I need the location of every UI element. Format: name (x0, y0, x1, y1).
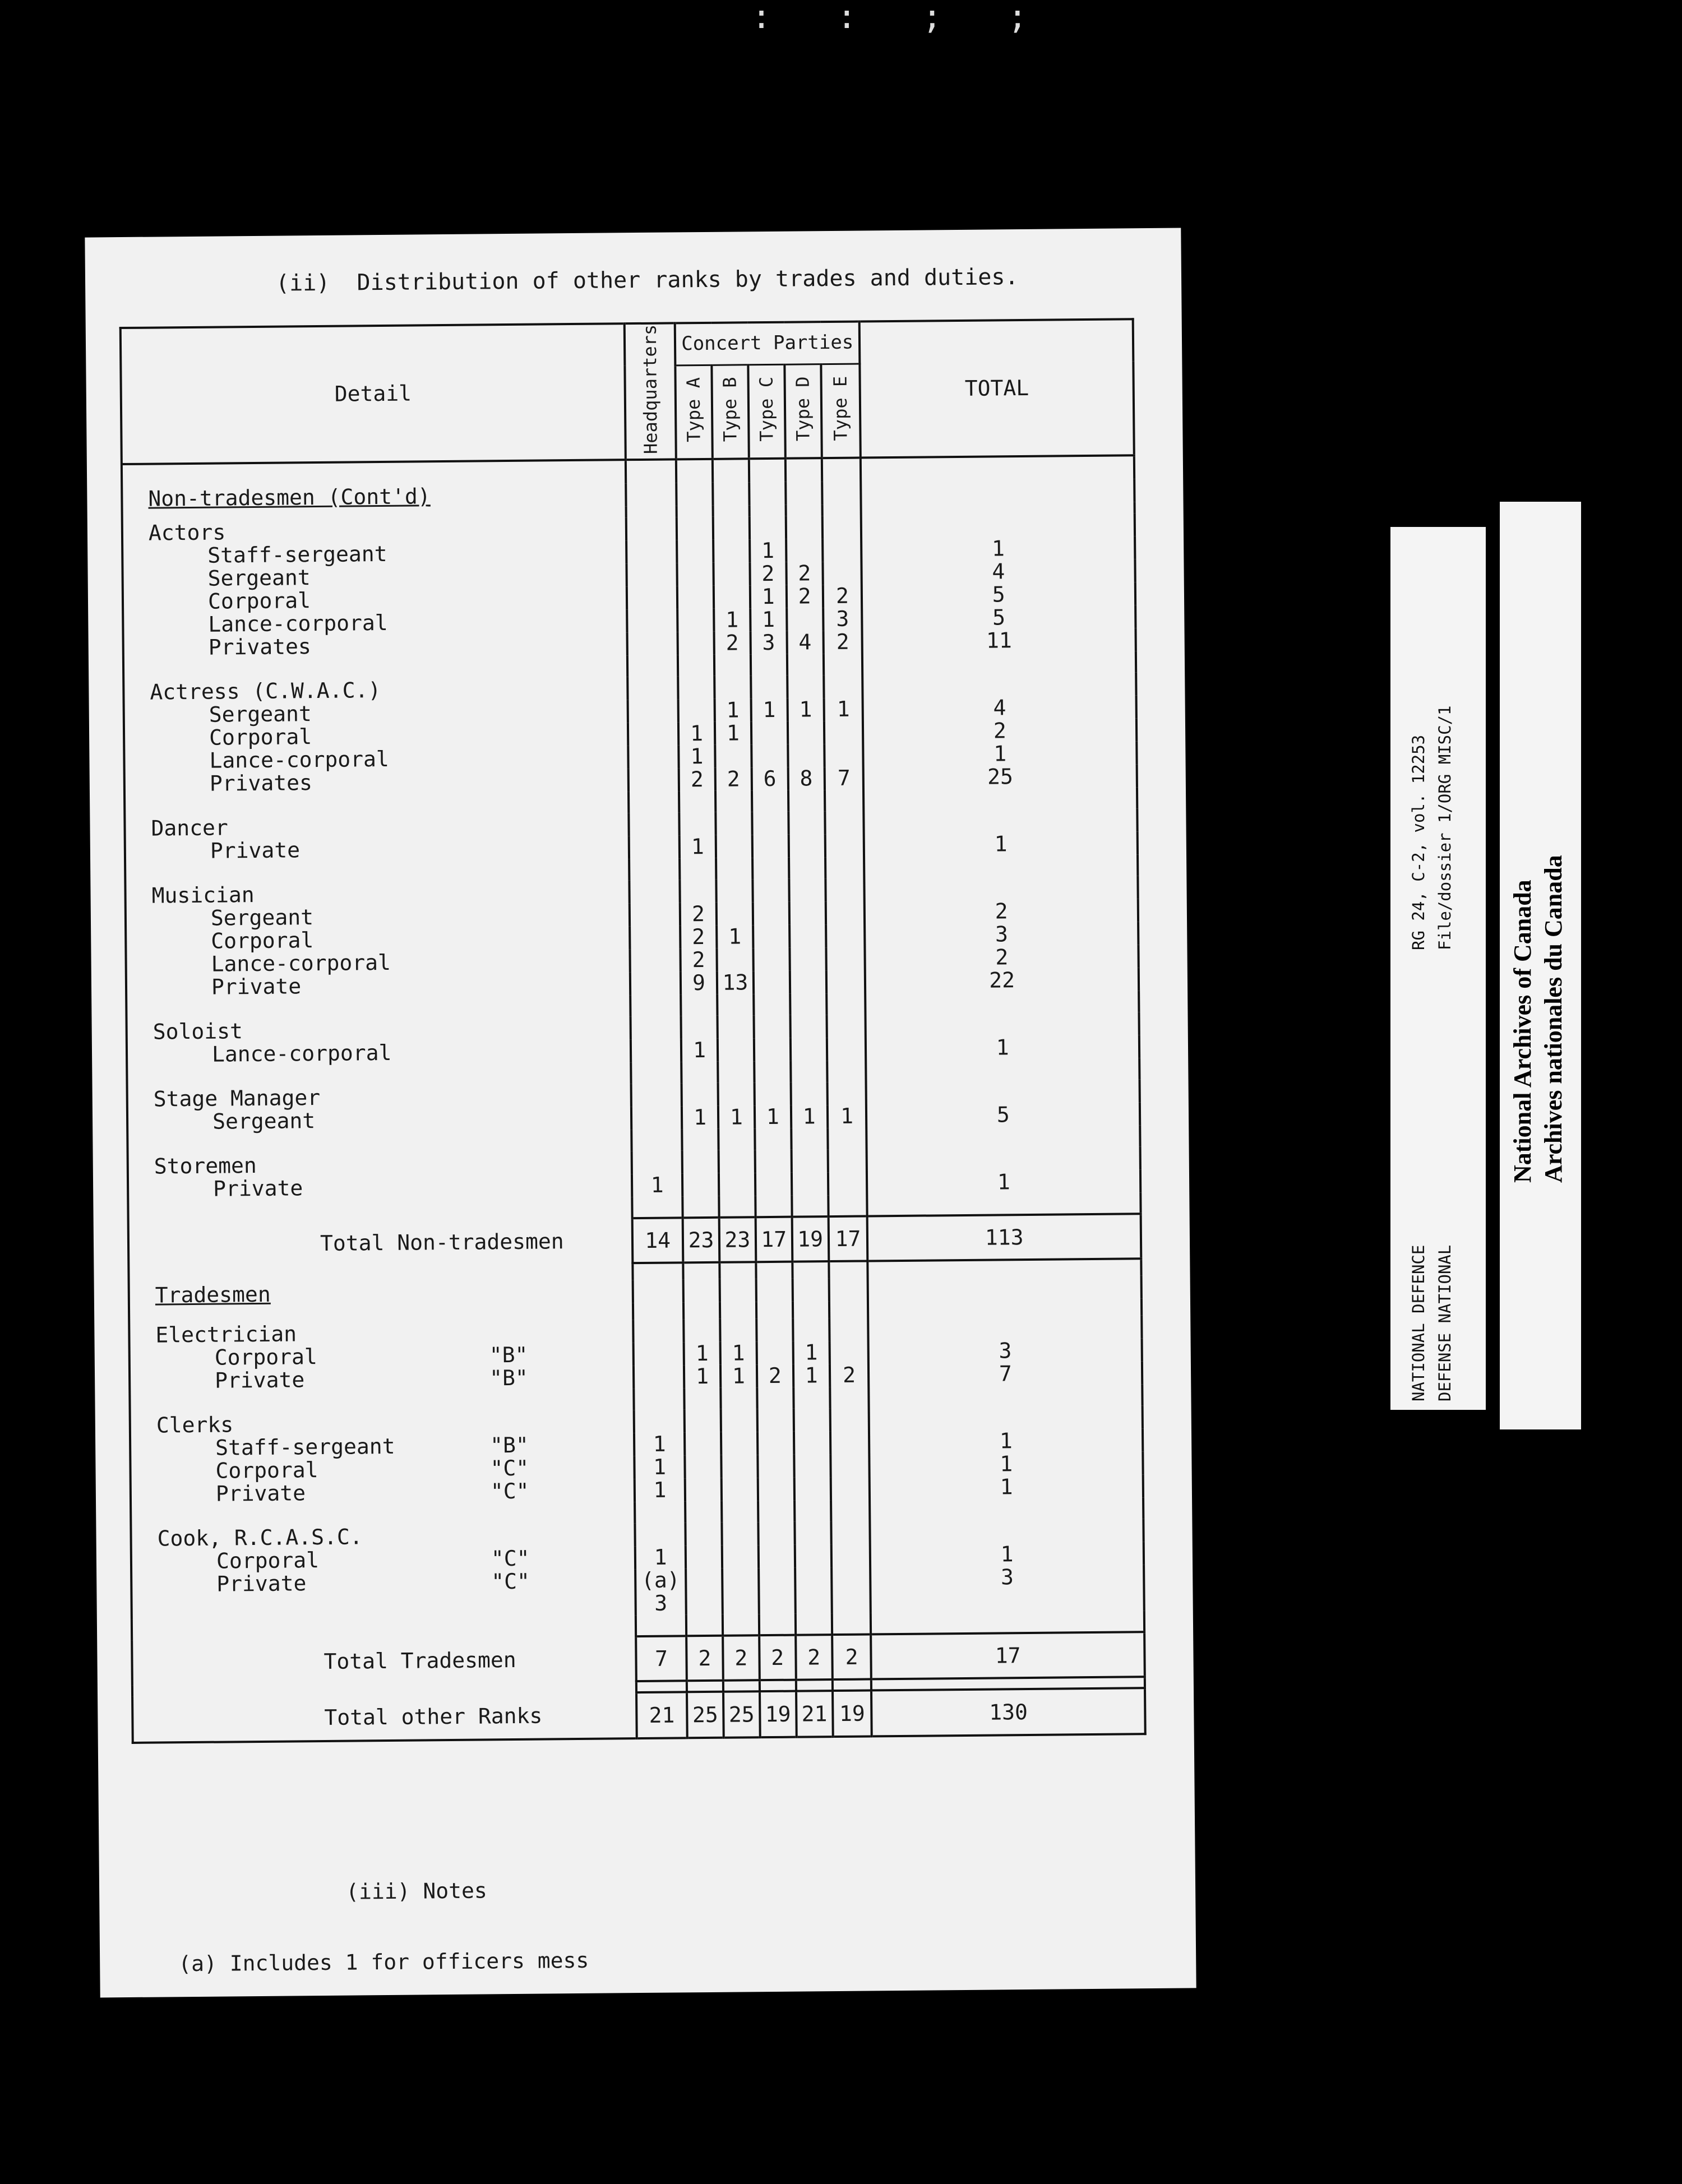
cell-b (722, 1478, 758, 1501)
cell-b (721, 1455, 757, 1478)
cell-d (794, 1544, 831, 1568)
table-row (131, 1565, 1144, 1620)
cell-e: 2 (823, 631, 862, 654)
document-title: (ii) Distribution of other ranks by trades and duties. (275, 264, 1019, 297)
cell-total: 2 (863, 718, 1136, 743)
group-name: Stage Manager (153, 1085, 321, 1112)
cell-e (822, 562, 862, 585)
cell-a: 2 (680, 903, 717, 926)
cell-d (789, 901, 825, 925)
cell-total: 1 (870, 1474, 1143, 1500)
cell-hq (630, 926, 680, 950)
cell-total: 1 (867, 1169, 1140, 1195)
cell-d (790, 970, 826, 994)
rank-label: Private (215, 1480, 306, 1506)
trade-grade: "C" (491, 1546, 530, 1571)
cell-c (753, 902, 789, 926)
total-tradesmen-row-c: 2 (759, 1635, 796, 1681)
total-tradesmen-row-a: 2 (686, 1636, 723, 1681)
column-header-type-a: Type A (682, 377, 705, 443)
column-header-type-e: Type E (829, 376, 852, 441)
cell-b (717, 948, 753, 971)
cell-b: 13 (717, 971, 754, 994)
cell-a (677, 540, 713, 563)
cell-hq (630, 972, 681, 996)
cell-hq (627, 632, 678, 656)
group-name: Electrician (155, 1321, 297, 1348)
cell-e (831, 1567, 871, 1614)
total-non-tradesmen-row-b: 23 (719, 1217, 756, 1262)
trade-grade: "B" (489, 1342, 528, 1368)
column-header-detail: Detail (121, 323, 626, 464)
cell-hq (627, 609, 677, 633)
rank-label: Sergeant (210, 905, 314, 931)
cell-d (788, 744, 824, 767)
notes-section (177, 1831, 589, 2023)
cell-e (826, 970, 865, 994)
total-tradesmen-row-b: 2 (723, 1635, 760, 1681)
cell-total: 4 (862, 559, 1135, 584)
cell-d (791, 1038, 827, 1061)
section-title-tradesmen: Tradesmen (155, 1281, 271, 1308)
cell-total: 1 (870, 1451, 1143, 1477)
total-other-ranks-row (132, 1688, 1145, 1743)
cell-d (792, 1172, 828, 1196)
cell-total: 1 (866, 1035, 1139, 1060)
cell-e (830, 1477, 870, 1501)
cell-b: 1 (720, 1364, 757, 1388)
rank-label: Sergeant (212, 1108, 316, 1134)
cell-d (794, 1477, 830, 1501)
rank-label: Lance-corporal (209, 747, 389, 773)
cell-b: 1 (717, 925, 753, 948)
cell-d (788, 721, 824, 744)
rank-label: Privates (208, 634, 311, 660)
cell-a (686, 1568, 723, 1615)
rank-label: Corporal (214, 1344, 317, 1370)
column-header-headquarters: Headquarters (639, 324, 662, 455)
cell-e (822, 539, 862, 562)
cell-total: 1 (862, 536, 1135, 561)
rank-label: Private (216, 1571, 307, 1597)
archive-reference-line4: DEFENSE NATIONAL (1435, 1244, 1454, 1401)
note-a: (a) Includes 1 for officers mess (178, 1947, 589, 1977)
archive-reference-line2: File/dossier 1/ORG MISC/1 (1435, 705, 1454, 950)
cell-c (758, 1478, 794, 1501)
cell-hq (631, 1039, 681, 1063)
cell-total: 7 (868, 1361, 1142, 1386)
cell-d (788, 834, 825, 858)
cell-hq (628, 723, 678, 746)
group-name: Cook, R.C.A.S.C. (157, 1524, 363, 1551)
cell-hq (627, 563, 677, 587)
cell-e: 2 (822, 585, 862, 608)
cell-total: 5 (866, 1102, 1140, 1127)
cell-c (757, 1455, 794, 1478)
cell-total: 11 (862, 628, 1136, 653)
total-tradesmen-row-d: 2 (796, 1635, 833, 1680)
cell-d: 1 (791, 1105, 828, 1128)
cell-hq: 1 (632, 1174, 682, 1197)
cell-a (677, 563, 713, 586)
total-tradesmen-row-total: 17 (871, 1632, 1145, 1679)
cell-a (685, 1432, 721, 1456)
cell-d (789, 947, 826, 971)
cell-e (828, 1172, 867, 1196)
column-header-type-d: Type D (792, 376, 814, 442)
archive-reference-line1: RG 24, C-2, vol. 12253 (1409, 734, 1428, 950)
total-other-ranks-row-c: 19 (760, 1691, 797, 1738)
column-header-total: TOTAL (860, 319, 1134, 457)
cell-d: 8 (788, 767, 824, 790)
cell-d: 4 (787, 631, 823, 654)
cell-hq: 1 (635, 1479, 685, 1502)
cell-hq (630, 903, 680, 927)
cell-c (754, 1038, 791, 1062)
cell-a: 9 (681, 971, 717, 995)
rank-label: Corporal (211, 928, 314, 954)
cell-a: 2 (680, 948, 717, 972)
cell-d: 2 (787, 585, 823, 608)
cell-d: 2 (786, 562, 822, 585)
cell-b: 1 (720, 1341, 757, 1365)
cell-c: 1 (751, 698, 787, 722)
cell-hq (626, 540, 677, 564)
group-name: Actress (C.W.A.C.) (150, 678, 381, 705)
total-non-tradesmen-row-label: Total Non-tradesmen (320, 1228, 564, 1256)
cell-hq (628, 746, 678, 769)
cell-hq (630, 949, 681, 973)
group-name: Dancer (151, 815, 229, 841)
cell-hq (634, 1343, 684, 1366)
rank-label: Sergeant (209, 701, 312, 727)
cell-d: 1 (793, 1364, 830, 1387)
cell-c (754, 971, 790, 994)
cell-total: 2 (865, 945, 1139, 970)
rank-label: Privates (209, 770, 313, 796)
cell-total: 5 (862, 605, 1136, 630)
cell-b: 1 (715, 698, 751, 722)
cell-e (829, 1341, 868, 1364)
total-non-tradesmen-row-hq: 14 (632, 1218, 683, 1264)
cell-a (678, 699, 715, 723)
total-non-tradesmen-row-e: 17 (828, 1216, 868, 1262)
cell-hq (629, 769, 679, 792)
cell-hq: (a) 3 (635, 1569, 686, 1616)
cell-e (826, 947, 865, 971)
cell-total: 1 (864, 831, 1138, 857)
cell-e (825, 834, 864, 858)
cell-a: 2 (679, 768, 715, 792)
cell-b (714, 585, 750, 609)
cell-b: 1 (714, 608, 750, 632)
cell-d (786, 539, 822, 562)
cell-e: 1 (828, 1105, 867, 1128)
cell-a: 1 (678, 745, 715, 769)
distribution-table (119, 318, 1147, 1744)
cell-c (751, 744, 788, 768)
cell-a: 1 (684, 1342, 720, 1366)
cell-b (721, 1432, 757, 1455)
rank-label: Corporal (209, 724, 312, 750)
cell-a (686, 1546, 722, 1569)
cell-d (789, 924, 826, 948)
column-header-type-b: Type B (719, 377, 741, 442)
cell-a: 1 (682, 1106, 718, 1130)
cell-b: 1 (715, 721, 751, 745)
cell-e: 7 (824, 767, 863, 790)
cell-c (753, 925, 789, 948)
cell-total: 4 (863, 695, 1136, 720)
cell-b (719, 1173, 755, 1196)
rank-label: Corporal (207, 588, 311, 614)
cell-c: 1 (750, 539, 786, 563)
rank-label: Corporal (216, 1548, 320, 1574)
rank-label: Corporal (215, 1457, 318, 1483)
cell-e: 1 (824, 698, 863, 721)
rank-label: Lance-corporal (211, 950, 391, 977)
trade-grade: "B" (489, 1365, 528, 1391)
cell-e (831, 1544, 870, 1568)
cell-d (794, 1454, 830, 1478)
total-non-tradesmen-row-c: 17 (755, 1217, 792, 1262)
cell-b: 1 (718, 1105, 755, 1129)
cell-b (722, 1568, 759, 1614)
total-other-ranks-row-a: 25 (687, 1692, 724, 1738)
cell-a: 2 (680, 926, 717, 949)
notes-title: (iii) Notes (345, 1878, 487, 1904)
rank-label: Lance-corporal (211, 1040, 392, 1067)
top-scan-marks: : : ; ; (751, 0, 1050, 36)
total-tradesmen-row-label: Total Tradesmen (324, 1647, 516, 1674)
cell-e (826, 924, 865, 948)
cell-total: 5 (862, 582, 1135, 607)
cell-d (794, 1431, 830, 1455)
cell-a (677, 586, 714, 609)
cell-hq (634, 1366, 684, 1389)
rank-label: Staff-sergeant (207, 542, 387, 568)
cell-total: 3 (871, 1565, 1144, 1613)
rank-label: Private (212, 1176, 303, 1201)
total-non-tradesmen-row-a: 23 (683, 1218, 720, 1263)
section-title-non-tradesmen: Non-tradesmen (Cont'd) (148, 484, 431, 511)
table-header-row (121, 319, 1134, 370)
cell-b (713, 539, 750, 563)
group-name: Soloist (153, 1019, 243, 1044)
cell-b (722, 1545, 759, 1568)
cell-c (753, 948, 789, 971)
cell-total: 3 (865, 922, 1139, 947)
cell-e (824, 744, 863, 767)
cell-e (825, 901, 865, 925)
total-tradesmen-row-hq: 7 (636, 1636, 687, 1682)
rank-label: Private (211, 974, 302, 1000)
cell-d (787, 608, 823, 631)
cell-b: 2 (714, 631, 750, 655)
table-body (122, 455, 1145, 1743)
cell-b (713, 562, 750, 586)
total-other-ranks-row-total: 130 (871, 1688, 1145, 1736)
cell-e (830, 1431, 870, 1455)
cell-a: 1 (684, 1365, 720, 1389)
rank-label: Staff-sergeant (215, 1434, 395, 1460)
cell-c (751, 721, 788, 745)
trade-grade: "C" (490, 1478, 529, 1504)
cell-c: 3 (750, 631, 787, 655)
trade-grade: "B" (489, 1432, 529, 1458)
total-other-ranks-row-d: 21 (796, 1691, 833, 1737)
cell-hq (627, 586, 677, 610)
cell-total: 22 (865, 968, 1139, 993)
cell-b (718, 1038, 754, 1062)
cell-hq: 1 (635, 1546, 686, 1570)
cell-c (759, 1545, 795, 1568)
cell-e: 2 (830, 1364, 869, 1387)
cell-c (756, 1341, 793, 1365)
cell-c: 1 (750, 608, 787, 632)
cell-b (716, 835, 752, 858)
cell-d: 1 (793, 1341, 829, 1364)
cell-e (830, 1454, 870, 1478)
cell-c: 2 (757, 1364, 793, 1388)
cell-total: 25 (863, 764, 1137, 789)
cell-a: 1 (678, 722, 715, 746)
cell-b: 2 (715, 767, 752, 791)
group-name: Actors (148, 520, 226, 545)
cell-a (678, 632, 714, 655)
cell-a (685, 1455, 721, 1479)
cell-c: 6 (751, 767, 788, 791)
cell-c: 2 (750, 562, 786, 586)
cell-total: 1 (863, 741, 1137, 766)
cell-total: 3 (868, 1338, 1142, 1363)
group-name: Musician (151, 882, 255, 908)
cell-b (715, 744, 751, 768)
total-other-ranks-row-label: Total other Ranks (324, 1703, 543, 1730)
cell-a (677, 609, 714, 632)
cell-e: 3 (823, 608, 862, 631)
total-tradesmen-row-e: 2 (832, 1635, 872, 1680)
document-page (85, 228, 1196, 1998)
cell-c (752, 835, 789, 858)
cell-hq: 1 (634, 1433, 685, 1456)
cell-c (759, 1568, 796, 1614)
archive-label-french: Archives nationales du Canada (1540, 855, 1567, 1183)
total-other-ranks-row-b: 25 (723, 1691, 760, 1738)
cell-total: 2 (865, 899, 1138, 924)
archive-reference-upper (1404, 535, 1477, 956)
cell-d (795, 1567, 832, 1614)
total-non-tradesmen-row-total: 113 (867, 1214, 1141, 1261)
total-other-ranks-row-e: 19 (833, 1691, 872, 1737)
cell-c (757, 1432, 794, 1455)
cell-a (682, 1173, 719, 1197)
cell-a: 1 (681, 1039, 718, 1062)
column-header-type-c: Type C (755, 377, 778, 442)
group-name: Storemen (154, 1153, 257, 1179)
cell-c: 1 (755, 1105, 791, 1129)
cell-e (826, 1038, 866, 1061)
cell-c: 1 (750, 585, 787, 609)
rank-label: Sergeant (207, 565, 311, 591)
column-header-concert-parties: Concert Parties (675, 322, 860, 365)
archive-label-english: National Archives of Canada (1509, 880, 1536, 1183)
archive-reference-line3: NATIONAL DEFENCE (1409, 1244, 1428, 1401)
cell-total: 1 (869, 1428, 1143, 1454)
trade-grade: "C" (491, 1568, 530, 1594)
cell-hq: 1 (635, 1456, 685, 1479)
cell-b (717, 902, 753, 926)
trade-grade: "C" (490, 1455, 529, 1481)
cell-d: 1 (787, 698, 824, 721)
cell-hq (628, 700, 678, 723)
rank-label: Private (210, 837, 301, 863)
rank-label: Lance-corporal (208, 610, 388, 637)
cell-a (685, 1478, 722, 1502)
total-non-tradesmen-row-d: 19 (792, 1216, 829, 1262)
archive-reference-lower (1404, 1166, 1477, 1401)
cell-c (755, 1173, 792, 1196)
cell-hq (631, 1107, 682, 1130)
cell-hq (629, 836, 680, 859)
cell-a: 1 (680, 835, 716, 859)
group-name: Clerks (156, 1412, 234, 1438)
cell-e (824, 721, 863, 744)
rank-label: Private (214, 1367, 305, 1393)
cell-total: 1 (870, 1542, 1144, 1567)
total-other-ranks-row-hq: 21 (636, 1692, 687, 1739)
